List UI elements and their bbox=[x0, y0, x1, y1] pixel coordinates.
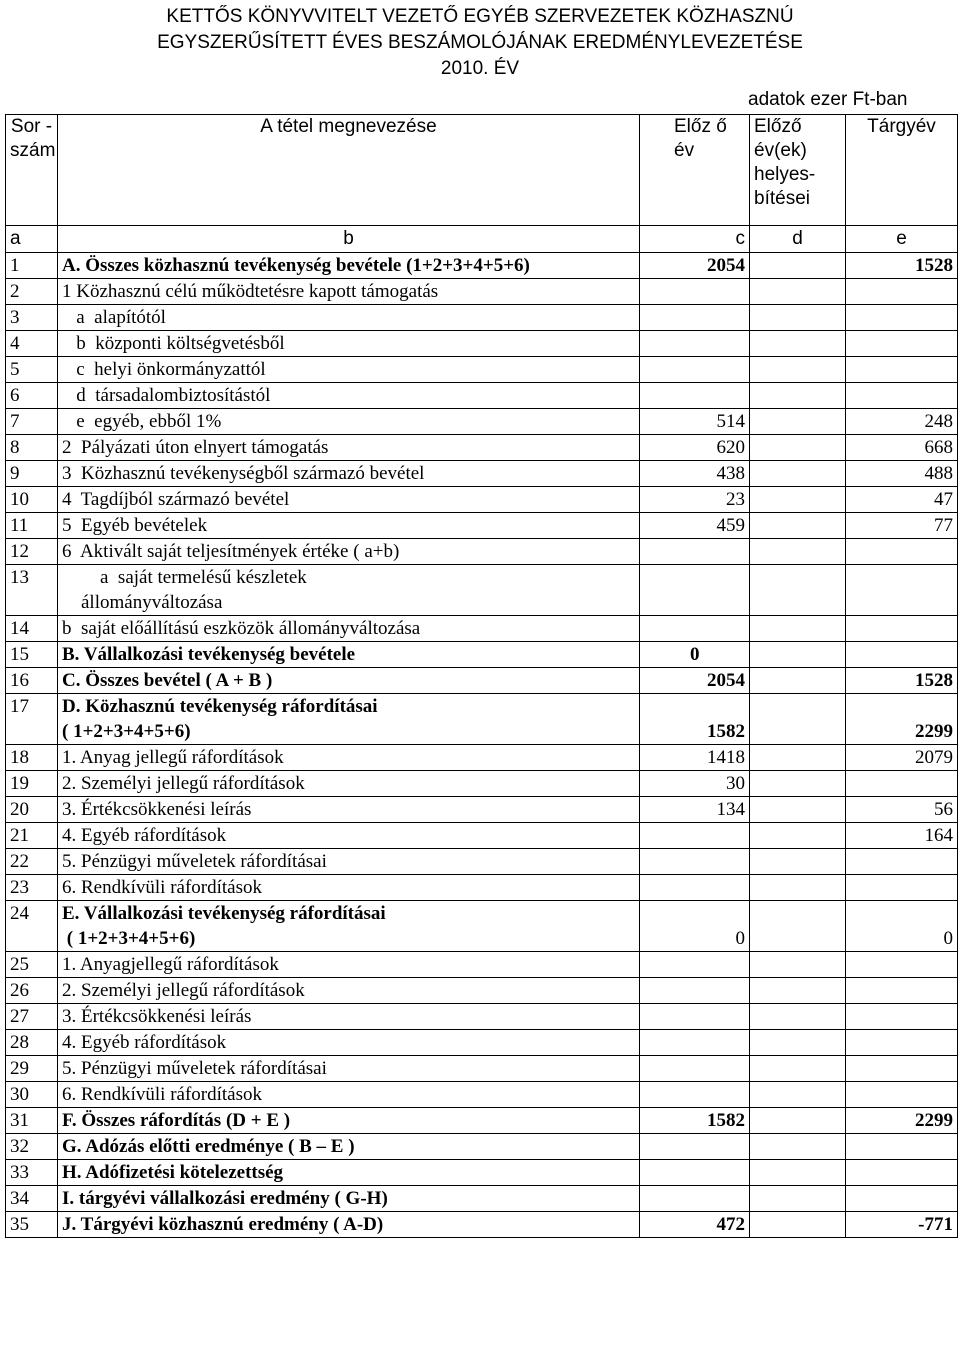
row-label: c helyi önkormányzattól bbox=[58, 357, 640, 383]
row-label: 6. Rendkívüli ráfordítások bbox=[58, 875, 640, 901]
current-year-value bbox=[846, 357, 958, 383]
correction-value bbox=[750, 875, 846, 901]
table-row bbox=[6, 1134, 958, 1160]
row-number: 33 bbox=[6, 1160, 58, 1186]
correction-value bbox=[750, 616, 846, 642]
correction-value bbox=[750, 1056, 846, 1082]
current-year-value bbox=[846, 952, 958, 978]
correction-value bbox=[750, 461, 846, 487]
previous-year-value: 23 bbox=[640, 487, 750, 513]
row-number: 7 bbox=[6, 409, 58, 435]
previous-year-value bbox=[640, 565, 750, 616]
row-label: 5. Pénzügyi műveletek ráfordításai bbox=[58, 849, 640, 875]
previous-year-value bbox=[640, 849, 750, 875]
column-letter-row bbox=[6, 226, 958, 253]
correction-value bbox=[750, 305, 846, 331]
letter-e: e bbox=[846, 226, 958, 253]
document-title bbox=[0, 4, 960, 82]
table-row bbox=[6, 565, 958, 616]
current-year-value bbox=[846, 1160, 958, 1186]
row-label: 5. Pénzügyi műveletek ráfordításai bbox=[58, 1056, 640, 1082]
row-label: 2 Pályázati úton elnyert támogatás bbox=[58, 435, 640, 461]
current-year-value: 47 bbox=[846, 487, 958, 513]
row-number: 15 bbox=[6, 642, 58, 668]
current-year-value bbox=[846, 1186, 958, 1212]
row-number: 6 bbox=[6, 383, 58, 409]
correction-value bbox=[750, 745, 846, 771]
row-label: 3. Értékcsökkenési leírás bbox=[58, 797, 640, 823]
table-row bbox=[6, 823, 958, 849]
current-year-value bbox=[846, 383, 958, 409]
previous-year-value bbox=[640, 1056, 750, 1082]
current-year-value bbox=[846, 978, 958, 1004]
previous-year-value bbox=[640, 952, 750, 978]
previous-year-value: 1582 bbox=[640, 1108, 750, 1134]
correction-value bbox=[750, 668, 846, 694]
row-label: b saját előállítású eszközök állományváltozása bbox=[58, 616, 640, 642]
row-label: C. Összes bevétel ( A + B ) bbox=[58, 668, 640, 694]
row-number: 1 bbox=[6, 253, 58, 279]
correction-value bbox=[750, 1108, 846, 1134]
unit-note: adatok ezer Ft-ban bbox=[748, 89, 908, 110]
current-year-value: 2299 bbox=[846, 1108, 958, 1134]
table-row bbox=[6, 435, 958, 461]
row-number: 8 bbox=[6, 435, 58, 461]
previous-year-value: 1582 bbox=[640, 694, 750, 745]
correction-value bbox=[750, 978, 846, 1004]
current-year-value: 1528 bbox=[846, 253, 958, 279]
row-number: 29 bbox=[6, 1056, 58, 1082]
row-label: G. Adózás előtti eredménye ( B – E ) bbox=[58, 1134, 640, 1160]
row-label: A. Összes közhasznú tevékenység bevétele (1+2+3+4+5+6) bbox=[58, 253, 640, 279]
previous-year-value bbox=[640, 978, 750, 1004]
row-number: 27 bbox=[6, 1004, 58, 1030]
table-row bbox=[6, 1108, 958, 1134]
row-number: 31 bbox=[6, 1108, 58, 1134]
previous-year-value bbox=[640, 357, 750, 383]
row-label: 4. Egyéb ráfordítások bbox=[58, 1030, 640, 1056]
row-label: 4. Egyéb ráfordítások bbox=[58, 823, 640, 849]
row-label: 1. Anyag jellegű ráfordítások bbox=[58, 745, 640, 771]
row-number: 3 bbox=[6, 305, 58, 331]
current-year-value bbox=[846, 565, 958, 616]
correction-value bbox=[750, 331, 846, 357]
row-number: 28 bbox=[6, 1030, 58, 1056]
correction-value bbox=[750, 849, 846, 875]
previous-year-value: 438 bbox=[640, 461, 750, 487]
table-row bbox=[6, 383, 958, 409]
previous-year-value bbox=[640, 1186, 750, 1212]
current-year-value: 248 bbox=[846, 409, 958, 435]
row-label: a saját termelésű készletek állományváltozása bbox=[58, 565, 640, 616]
previous-year-value bbox=[640, 305, 750, 331]
table-row bbox=[6, 978, 958, 1004]
correction-value bbox=[750, 253, 846, 279]
title-line-3: 2010. ÉV bbox=[440, 58, 520, 79]
current-year-value bbox=[846, 642, 958, 668]
current-year-value: 488 bbox=[846, 461, 958, 487]
table-row bbox=[6, 305, 958, 331]
row-number: 30 bbox=[6, 1082, 58, 1108]
row-label: E. Vállalkozási tevékenység ráfordításai ( 1+2+3+4+5+6) bbox=[58, 901, 640, 952]
current-year-value bbox=[846, 849, 958, 875]
table-header-row bbox=[6, 115, 958, 226]
row-label: 5 Egyéb bevételek bbox=[58, 513, 640, 539]
previous-year-value bbox=[640, 1030, 750, 1056]
previous-year-value bbox=[640, 279, 750, 305]
previous-year-value: 1418 bbox=[640, 745, 750, 771]
table-row bbox=[6, 487, 958, 513]
table-row bbox=[6, 357, 958, 383]
previous-year-value: 134 bbox=[640, 797, 750, 823]
table-row bbox=[6, 1004, 958, 1030]
previous-year-value: 2054 bbox=[640, 253, 750, 279]
correction-value bbox=[750, 357, 846, 383]
row-number: 25 bbox=[6, 952, 58, 978]
correction-value bbox=[750, 1134, 846, 1160]
header-previous-year: Előz ő év bbox=[640, 115, 750, 226]
table-row bbox=[6, 616, 958, 642]
row-label: d társadalombiztosítástól bbox=[58, 383, 640, 409]
row-label: 4 Tagdíjból származó bevétel bbox=[58, 487, 640, 513]
row-number: 23 bbox=[6, 875, 58, 901]
row-label: 3. Értékcsökkenési leírás bbox=[58, 1004, 640, 1030]
correction-value bbox=[750, 823, 846, 849]
correction-value bbox=[750, 1160, 846, 1186]
correction-value bbox=[750, 279, 846, 305]
previous-year-value: 2054 bbox=[640, 668, 750, 694]
row-number: 10 bbox=[6, 487, 58, 513]
previous-year-value bbox=[640, 875, 750, 901]
current-year-value: 2079 bbox=[846, 745, 958, 771]
table-row bbox=[6, 1030, 958, 1056]
current-year-value bbox=[846, 875, 958, 901]
current-year-value: 668 bbox=[846, 435, 958, 461]
current-year-value: 1528 bbox=[846, 668, 958, 694]
previous-year-value bbox=[640, 616, 750, 642]
table-row bbox=[6, 1160, 958, 1186]
current-year-value: 164 bbox=[846, 823, 958, 849]
current-year-value: -771 bbox=[846, 1212, 958, 1238]
correction-value bbox=[750, 435, 846, 461]
correction-value bbox=[750, 383, 846, 409]
row-label: 1. Anyagjellegű ráfordítások bbox=[58, 952, 640, 978]
title-line-2: EGYSZERŰSÍTETT ÉVES BESZÁMOLÓJÁNAK EREDMÉNYLEVEZETÉSE bbox=[157, 32, 803, 53]
correction-value bbox=[750, 1186, 846, 1212]
row-number: 13 bbox=[6, 565, 58, 616]
row-label: 1 Közhasznú célú működtetésre kapott támogatás bbox=[58, 279, 640, 305]
row-number: 32 bbox=[6, 1134, 58, 1160]
previous-year-value bbox=[640, 331, 750, 357]
row-number: 26 bbox=[6, 978, 58, 1004]
row-label: 6 Aktivált saját teljesítmények értéke ( a+b) bbox=[58, 539, 640, 565]
correction-value bbox=[750, 409, 846, 435]
current-year-value: 0 bbox=[846, 901, 958, 952]
current-year-value bbox=[846, 279, 958, 305]
previous-year-value bbox=[640, 383, 750, 409]
row-number: 34 bbox=[6, 1186, 58, 1212]
table-row bbox=[6, 745, 958, 771]
row-label: a alapítótól bbox=[58, 305, 640, 331]
row-number: 22 bbox=[6, 849, 58, 875]
current-year-value bbox=[846, 1056, 958, 1082]
row-label: H. Adófizetési kötelezettség bbox=[58, 1160, 640, 1186]
row-label: 2. Személyi jellegű ráfordítások bbox=[58, 771, 640, 797]
row-number: 20 bbox=[6, 797, 58, 823]
correction-value bbox=[750, 901, 846, 952]
previous-year-value: 0 bbox=[640, 901, 750, 952]
current-year-value bbox=[846, 305, 958, 331]
previous-year-value bbox=[640, 539, 750, 565]
correction-value bbox=[750, 1212, 846, 1238]
table-row bbox=[6, 513, 958, 539]
previous-year-value: 459 bbox=[640, 513, 750, 539]
current-year-value bbox=[846, 1134, 958, 1160]
row-number: 12 bbox=[6, 539, 58, 565]
income-statement-table bbox=[5, 114, 958, 1238]
row-number: 2 bbox=[6, 279, 58, 305]
table-row bbox=[6, 409, 958, 435]
table-row bbox=[6, 875, 958, 901]
previous-year-value: 30 bbox=[640, 771, 750, 797]
table-row bbox=[6, 694, 958, 745]
row-label: b központi költségvetésből bbox=[58, 331, 640, 357]
letter-c: c bbox=[640, 226, 750, 253]
table-row bbox=[6, 1082, 958, 1108]
letter-d: d bbox=[750, 226, 846, 253]
previous-year-value bbox=[640, 823, 750, 849]
table-row bbox=[6, 668, 958, 694]
row-number: 9 bbox=[6, 461, 58, 487]
table-row bbox=[6, 253, 958, 279]
table-row bbox=[6, 797, 958, 823]
previous-year-value: 472 bbox=[640, 1212, 750, 1238]
row-number: 21 bbox=[6, 823, 58, 849]
previous-year-value bbox=[640, 1160, 750, 1186]
correction-value bbox=[750, 1082, 846, 1108]
correction-value bbox=[750, 565, 846, 616]
row-number: 17 bbox=[6, 694, 58, 745]
letter-a: a bbox=[6, 226, 58, 253]
row-label: I. tárgyévi vállalkozási eredmény ( G-H) bbox=[58, 1186, 640, 1212]
current-year-value bbox=[846, 1004, 958, 1030]
table-row bbox=[6, 849, 958, 875]
row-number: 14 bbox=[6, 616, 58, 642]
previous-year-value: 514 bbox=[640, 409, 750, 435]
title-line-1: KETTŐS KÖNYVVITELT VEZETŐ EGYÉB SZERVEZETEK KÖZHASZNÚ bbox=[166, 6, 794, 27]
correction-value bbox=[750, 797, 846, 823]
table-row bbox=[6, 1186, 958, 1212]
current-year-value bbox=[846, 616, 958, 642]
previous-year-value bbox=[640, 1004, 750, 1030]
row-label: 3 Közhasznú tevékenységből származó bevétel bbox=[58, 461, 640, 487]
row-number: 5 bbox=[6, 357, 58, 383]
correction-value bbox=[750, 771, 846, 797]
table-row bbox=[6, 952, 958, 978]
current-year-value: 2299 bbox=[846, 694, 958, 745]
previous-year-value bbox=[640, 1134, 750, 1160]
current-year-value bbox=[846, 1082, 958, 1108]
header-item-name: A tétel megnevezése bbox=[58, 115, 640, 226]
row-number: 4 bbox=[6, 331, 58, 357]
current-year-value: 56 bbox=[846, 797, 958, 823]
header-row-number: Sor - szám bbox=[6, 115, 58, 226]
row-label: F. Összes ráfordítás (D + E ) bbox=[58, 1108, 640, 1134]
previous-year-value bbox=[640, 1082, 750, 1108]
header-corrections: Előző év(ek) helyes- bítései bbox=[750, 115, 846, 226]
current-year-value bbox=[846, 331, 958, 357]
row-label: B. Vállalkozási tevékenység bevétele bbox=[58, 642, 640, 668]
letter-b: b bbox=[58, 226, 640, 253]
correction-value bbox=[750, 539, 846, 565]
table-row bbox=[6, 279, 958, 305]
correction-value bbox=[750, 694, 846, 745]
current-year-value: 77 bbox=[846, 513, 958, 539]
current-year-value bbox=[846, 771, 958, 797]
row-number: 16 bbox=[6, 668, 58, 694]
table-row bbox=[6, 1056, 958, 1082]
table-row bbox=[6, 331, 958, 357]
table-row bbox=[6, 1212, 958, 1238]
table-row bbox=[6, 461, 958, 487]
row-number: 19 bbox=[6, 771, 58, 797]
row-label: D. Közhasznú tevékenység ráfordításai ( 1+2+3+4+5+6) bbox=[58, 694, 640, 745]
row-number: 18 bbox=[6, 745, 58, 771]
row-number: 24 bbox=[6, 901, 58, 952]
correction-value bbox=[750, 487, 846, 513]
correction-value bbox=[750, 513, 846, 539]
table-row bbox=[6, 642, 958, 668]
previous-year-value: 0 bbox=[640, 642, 750, 668]
correction-value bbox=[750, 952, 846, 978]
table-row bbox=[6, 901, 958, 952]
correction-value bbox=[750, 1004, 846, 1030]
row-label: J. Tárgyévi közhasznú eredmény ( A-D) bbox=[58, 1212, 640, 1238]
current-year-value bbox=[846, 1030, 958, 1056]
row-number: 11 bbox=[6, 513, 58, 539]
row-number: 35 bbox=[6, 1212, 58, 1238]
correction-value bbox=[750, 642, 846, 668]
row-label: 2. Személyi jellegű ráfordítások bbox=[58, 978, 640, 1004]
correction-value bbox=[750, 1030, 846, 1056]
header-current-year: Tárgyév bbox=[846, 115, 958, 226]
current-year-value bbox=[846, 539, 958, 565]
table-row bbox=[6, 771, 958, 797]
row-label: e egyéb, ebből 1% bbox=[58, 409, 640, 435]
previous-year-value: 620 bbox=[640, 435, 750, 461]
row-label: 6. Rendkívüli ráfordítások bbox=[58, 1082, 640, 1108]
table-row bbox=[6, 539, 958, 565]
